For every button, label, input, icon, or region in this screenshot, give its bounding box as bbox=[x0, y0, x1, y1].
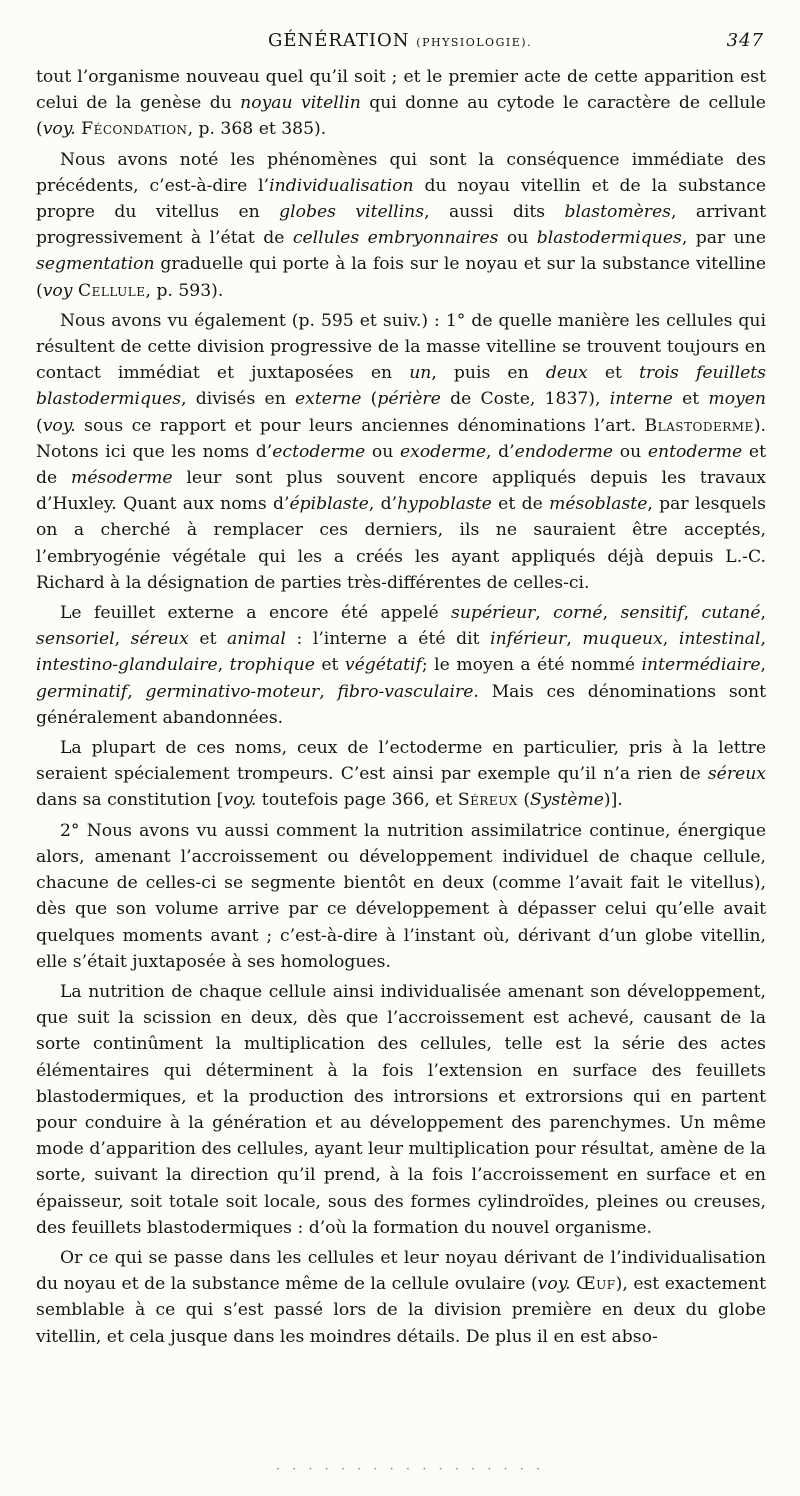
italic-term: endoderme bbox=[514, 441, 614, 462]
italic-term: blastodermiques bbox=[536, 228, 682, 249]
italic-term: germinatif bbox=[36, 681, 128, 702]
footer-marks: · · · · · · · · · · · · · · · · · bbox=[275, 1462, 545, 1477]
text-run: , arrivant progressivement à l’état de bbox=[36, 202, 766, 249]
italic-term: corné bbox=[553, 603, 603, 624]
running-header bbox=[36, 30, 764, 56]
header-subtitle: (PHYSIOLOGIE). bbox=[416, 36, 533, 49]
italic-term: séreux bbox=[707, 764, 766, 785]
paragraph bbox=[36, 308, 766, 596]
text-run: Nous avons noté les phénomènes qui sont la conséquence immédiate des précédents, c’est-à-dire l’ bbox=[36, 149, 766, 196]
italic-term: trois feuillets blastodermiques bbox=[36, 363, 767, 410]
text-run: et bbox=[314, 655, 345, 676]
text-run: 2° Nous avons vu aussi comment la nutrition assimilatrice continue, énergique alors, amenant l’accroissement ou développement individuel de chaque cellule, chacune de celles-ci se segmente bientôt en deux (comme l’avait fait le vitellus), dès que son volume arrive par ce développement à dépasser celui qu’elle avait quelques moments avant ; c’est-à-dire à l’instant où, dérivant d’un globe vitellin, elle s’était juxtaposée à ses homologues. bbox=[36, 820, 766, 972]
text-run: graduelle qui porte à la fois sur le noyau et sur la substance vitelline ( bbox=[36, 254, 766, 301]
italic-term: supérieur bbox=[451, 603, 536, 624]
cross-reference: Cellule bbox=[77, 280, 146, 301]
italic-term: entoderme bbox=[647, 441, 743, 462]
text-run: , bbox=[760, 603, 767, 624]
text-run: : l’interne a été dit bbox=[285, 629, 491, 650]
text-run: tout l’organisme nouveau quel qu’il soit ; et le premier acte de cette apparition est celui de la genèse du bbox=[36, 67, 766, 114]
text-run: , divisés en bbox=[181, 389, 296, 410]
italic-term: individualisation bbox=[269, 175, 414, 196]
italic-term: externe bbox=[295, 389, 362, 410]
italic-term: mésoblaste bbox=[549, 494, 648, 515]
paragraph bbox=[36, 600, 766, 731]
italic-term: voy. bbox=[223, 790, 257, 811]
text-run: Or ce qui se passe dans les cellules et leur noyau dérivant de l’individualisation du noyau et de la substance même de la cellule ovulaire ( bbox=[36, 1247, 766, 1295]
italic-term: cutané bbox=[701, 603, 761, 624]
italic-term: moyen bbox=[708, 389, 766, 410]
paragraph bbox=[36, 64, 766, 143]
text-run: sous ce rapport et pour leurs anciennes dénominations l’art. bbox=[75, 415, 645, 436]
cross-reference: Séreux bbox=[457, 790, 518, 811]
italic-term: inférieur bbox=[490, 629, 567, 650]
italic-term: sensoriel bbox=[36, 629, 115, 650]
text-run: dans sa constitution [ bbox=[36, 790, 224, 811]
text-run: ( bbox=[517, 790, 531, 811]
italic-term: épiblaste bbox=[289, 494, 369, 515]
text-run: , bbox=[217, 655, 230, 676]
text-run: )]. bbox=[603, 790, 623, 811]
cross-reference: Blastoderme bbox=[644, 415, 754, 436]
italic-term: segmentation bbox=[36, 254, 155, 275]
text-run: , bbox=[114, 629, 131, 650]
text-run: La plupart de ces noms, ceux de l’ectoderme en particulier, pris à la lettre seraient spécialement trompeurs. C’est ainsi par exemple qu’il n’a rien de bbox=[36, 738, 766, 785]
cross-reference: Œuf bbox=[576, 1274, 616, 1295]
italic-term: deux bbox=[545, 363, 588, 384]
italic-term: ectoderme bbox=[272, 441, 366, 462]
text-run: Le feuillet externe a encore été appelé bbox=[60, 603, 452, 624]
header-title bbox=[36, 30, 764, 51]
text-run: , bbox=[566, 629, 583, 650]
body-text bbox=[36, 64, 766, 1354]
text-run: ; le moyen a été nommé bbox=[421, 655, 642, 676]
text-run: ), est exactement semblable à ce qui s’est passé lors de la division première en deux du globe vitellin, et cela jusque dans les moindres détails. De plus il en est abso- bbox=[36, 1274, 766, 1347]
italic-term: interne bbox=[609, 389, 673, 410]
text-run: , puis en bbox=[431, 363, 546, 384]
header-title-text: GÉNÉRATION bbox=[267, 30, 410, 51]
italic-term: cellules embryonnaires bbox=[292, 228, 499, 249]
text-run: ( bbox=[36, 415, 43, 436]
text-run: et bbox=[188, 629, 228, 650]
text-run: , par lesquels on a cherché à remplacer ces derniers, ils ne sauraient être acceptés, l’embryogénie végétale qui les a créés les ayant appliqués déjà depuis L.-C. Richard à la désignation de parties très-différentes de celles-ci. bbox=[36, 494, 766, 593]
text-run: , par une bbox=[681, 228, 766, 249]
cross-reference: Fécondation bbox=[81, 119, 188, 140]
text-run: et bbox=[587, 363, 640, 384]
page-number: 347 bbox=[726, 30, 764, 51]
italic-term: sensitif bbox=[620, 603, 684, 624]
paragraph bbox=[36, 979, 766, 1241]
italic-term: animal bbox=[227, 629, 286, 650]
italic-term: intestino-glandulaire bbox=[36, 655, 218, 676]
italic-term: globes vitellins bbox=[279, 202, 425, 223]
italic-term: voy. bbox=[537, 1274, 571, 1295]
paragraph bbox=[36, 818, 766, 975]
italic-term: voy bbox=[42, 280, 73, 301]
italic-term: Système bbox=[530, 790, 604, 811]
text-run: La nutrition de chaque cellule ainsi individualisée amenant son développement, que suit la scission en deux, dès que l’accroissement est achevé, causant de la sorte continûment la multiplication des cellules, telle est la série des actes élémentaires qui déterminent à la fois l’extension en surface des feuillets blastodermiques, et la production des introrsions et extrorsions qui en partent pour conduire à la génération et au développement des parenchymes. Un même mode d’apparition des cellules, ayant leur multiplication pour résultat, amène de la sorte, suivant la direction qu’il prend, à la fois l’accroissement en surface et en épaisseur, soit totale soit locale, sous des formes cylindroïdes, pleines ou creuses, des feuillets blastodermiques : d’où la formation du nouvel organisme. bbox=[36, 981, 766, 1238]
text-run: toutefois page 366, et bbox=[256, 790, 458, 811]
italic-term: muqueux bbox=[582, 629, 663, 650]
text-run: , d’ bbox=[486, 441, 515, 462]
italic-term: un bbox=[409, 363, 432, 384]
text-run: qui donne au cytode le caractère de cellule ( bbox=[36, 93, 766, 140]
italic-term: exoderme bbox=[399, 441, 487, 462]
text-run: ( bbox=[361, 389, 378, 410]
text-run: du noyau vitellin et de la substance propre du vitellus en bbox=[36, 175, 766, 223]
paragraph bbox=[36, 1245, 766, 1350]
italic-term: blastomères bbox=[564, 202, 671, 223]
text-run: , p. 368 et 385). bbox=[187, 119, 327, 140]
italic-term: périère bbox=[377, 389, 441, 410]
text-run: et de bbox=[36, 441, 766, 489]
text-run: , p. 593). bbox=[145, 280, 224, 301]
italic-term: voy. bbox=[42, 119, 76, 140]
text-run: ou bbox=[613, 441, 648, 462]
italic-term: séreux bbox=[130, 629, 189, 650]
paragraph bbox=[36, 735, 766, 814]
text-run: , bbox=[662, 629, 679, 650]
text-run: de Coste, 1837), bbox=[440, 389, 610, 410]
italic-term: intestinal bbox=[678, 629, 761, 650]
text-run: , bbox=[127, 681, 146, 702]
text-run: , d’ bbox=[368, 494, 398, 515]
italic-term: voy. bbox=[42, 415, 76, 436]
text-run: et bbox=[672, 389, 709, 410]
italic-term: fibro-vasculaire bbox=[337, 681, 474, 702]
italic-term: trophique bbox=[229, 655, 315, 676]
text-run: , bbox=[760, 629, 766, 650]
text-run: ou bbox=[498, 228, 537, 249]
text-run: , bbox=[683, 603, 702, 624]
italic-term: intermédiaire bbox=[641, 655, 761, 676]
text-run: Nous avons vu également (p. 595 et suiv.) : 1° de quelle manière les cellules qui résultent de cette division progressive de la masse vitelline se trouvent toujours en contact immédiat et juxtaposées en bbox=[36, 310, 766, 384]
text-run: et de bbox=[491, 494, 550, 515]
text-run: , bbox=[319, 681, 338, 702]
text-run: ou bbox=[365, 441, 400, 462]
text-run: , bbox=[535, 603, 554, 624]
text-run: , bbox=[602, 603, 621, 624]
paragraph bbox=[36, 147, 766, 304]
text-run: . Mais ces dénominations sont généralement abandonnées. bbox=[36, 681, 766, 728]
text-run: , aussi dits bbox=[424, 202, 565, 223]
italic-term: végétatif bbox=[344, 655, 422, 676]
italic-term: hypoblaste bbox=[397, 494, 492, 515]
italic-term: mésoderme bbox=[71, 468, 173, 489]
italic-term: noyau vitellin bbox=[240, 93, 361, 114]
text-run: , bbox=[760, 655, 766, 676]
text-run: leur sont plus souvent encore appliqués depuis les travaux d’Huxley. Quant aux noms d’ bbox=[36, 468, 766, 515]
text-run: ). Notons ici que les noms d’ bbox=[36, 415, 766, 462]
italic-term: germinativo-moteur bbox=[145, 681, 320, 702]
